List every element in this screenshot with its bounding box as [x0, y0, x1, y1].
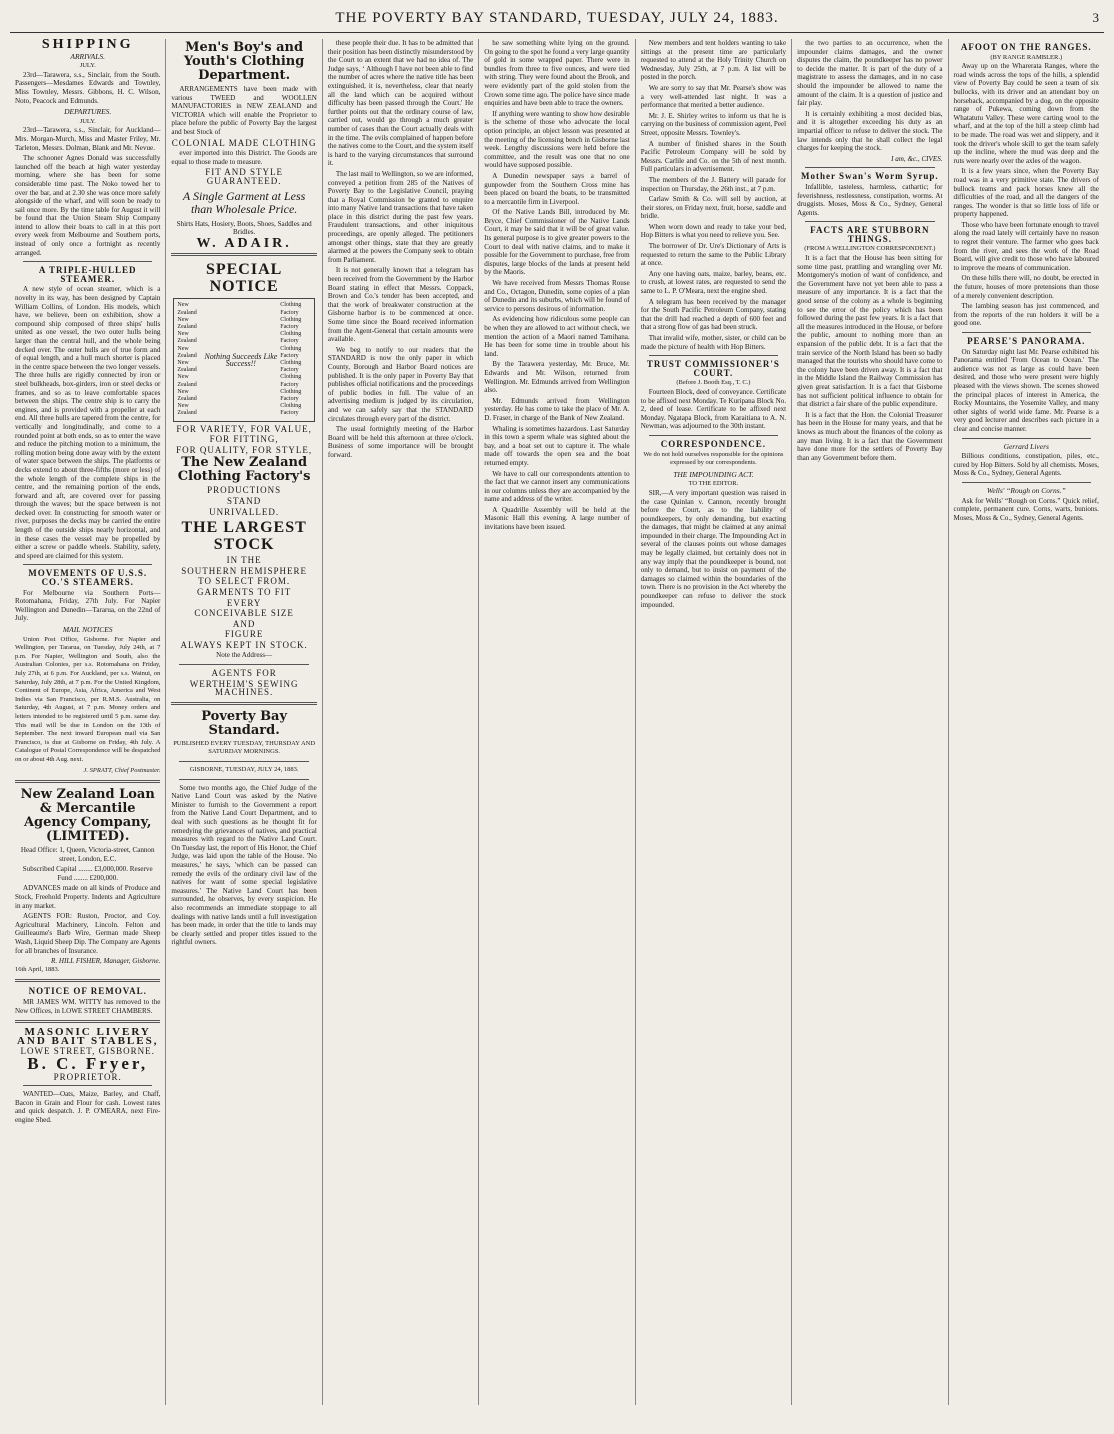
corns-heading: Wells' “Rough on Corns.” [986, 485, 1066, 495]
divider [179, 779, 308, 780]
loan-agents: AGENTS FOR: Ruston, Proctor, and Coy. Agricultural Machinery, Lincoln. Felton and Guilleaume's Barb Wire, German made Sheep Wash, Liquid Sheep Dip. The Company are Agents for all branches of Insurance. [15, 912, 161, 955]
departures-text: 23rd—Tarawera, s.s., Sinclair, for Auckland—Mrs. Morgan-Murch, Miss and Master Friley, Mr. Tarleton, Messrs. Dolman, Blank and Mr. Nevue. [15, 126, 161, 152]
fryer-name: B. C. Fryer, [27, 1053, 149, 1073]
paragraph: The members of the J. Battery will parade for inspection on Thursday, the 26th inst., at 7 p.m. [640, 175, 787, 193]
paragraph: he saw something white lying on the ground. On going to the spot he found a very large quantity of gold in some wrapped paper. There were in bundles from three to five ounces, and were tied with string. They were found about the Brook, and were evidently part of the gold stolen from the Crown some time ago. The police have since made enquiries and have been able to trace the owners. [484, 39, 630, 108]
divider [23, 1085, 152, 1086]
divider [962, 438, 1091, 439]
factory-line: Clothing Factory [280, 403, 302, 417]
movements-heading: MOVEMENTS OF U.S.S. CO.'S STEAMERS. [28, 568, 148, 588]
loan-advances: ADVANCES made on all kinds of Produce and Stock, Freehold Property. Indents and Agriculture in any market. [15, 884, 161, 910]
paragraph: A Dunedin newspaper says a barrel of gunpowder from the Southern Cross mine has been placed on board the boats, to be transmitted to a mercantile firm in Liverpool. [484, 171, 630, 206]
factory-line: New Zealand [177, 331, 197, 345]
column-3 [323, 39, 479, 1405]
masthead-title: THE POVERTY BAY STANDARD, TUESDAY, JULY 24, 1883. [335, 10, 779, 26]
factory-line: Clothing Factory [280, 316, 302, 330]
afoot-sub: (BY RANGE RAMBLER.) [990, 53, 1063, 61]
column-5 [636, 39, 792, 1405]
variety-line: FOR VARIETY, FOR VALUE, [176, 423, 312, 434]
divider [171, 702, 316, 705]
paragraph: When worn down and ready to take your bed, Hop Bitters is what you need to relieve you. See. [640, 222, 787, 240]
facts-sub: (FROM A WELLINGTON CORRESPONDENT.) [804, 245, 936, 253]
special-notice: SPECIAL NOTICE [205, 261, 283, 296]
facts-heading: FACTS ARE STUBBORN THINGS. [810, 225, 930, 244]
dateline: GISBORNE, TUESDAY, JULY 24, 1883. [189, 766, 299, 774]
divider [962, 332, 1091, 333]
factory-line: Clothing Factory [280, 374, 302, 388]
masthead [10, 10, 1104, 33]
divider [15, 979, 160, 982]
hemisphere: SOUTHERN HEMISPHERE [181, 565, 308, 576]
movements-text: For Melbourne via Southern Ports—Rotomahana, Friday, 27th July. For Napier Wellington and Dunedin—Tararua, on the 22nd of July. [15, 588, 161, 623]
quality-line: FOR QUALITY, FOR STYLE, [176, 444, 313, 455]
agents-label: AGENTS FOR [211, 668, 277, 679]
goods-list: Shirts Hats, Hosiery, Boots, Shoes, Saddles and Bridles. [176, 219, 312, 237]
shipping-news: The schooner Agnes Donald was successfully launched off the beach at high water yesterday morning, where she has been for some considerable time past. The Noko towed her to over the bar, and at 2.30 she was once more safely alongside of the wharf, and will soon be ready to sail once more. By the time table for August it will be found that the Union Steam Ship Company intend to allow their boats to call in at this port every week from Melbourne and Southern ports, instead of only once a fortnight as recently arranged. [15, 154, 161, 257]
livery-heading: MASONIC LIVERY AND BAIT STABLES, [16, 1026, 159, 1047]
stand: STAND [226, 495, 262, 506]
page-number: 3 [1092, 10, 1100, 25]
newspaper-page [10, 10, 1104, 1410]
livery-street: LOWE STREET, GISBORNE. [20, 1046, 155, 1057]
panorama-heading: PEARSE'S PANORAMA. [967, 336, 1086, 346]
factory-line: Clothing Factory [280, 345, 302, 359]
address-note: Note the Address— [216, 651, 273, 660]
always: ALWAYS KEPT IN STOCK. [180, 639, 308, 650]
productions: PRODUCTIONS [207, 485, 282, 496]
facts-text: It is a fact that the House has been sitting for some time past, prattling and wrangling over Mr. Montgomery's motion of want of confidence, and the Government have not yet been able to pass a measure of any importance. It is a fact that the good sense of the colony as a whole is beginning to see the error of the policy which has been followed during the past few years. It is a fact that all the measures introduced in the House, or before the public, amount to nothing more than an expansion of the public debt. It is a fact that the train service of the North Island has been so badly managed that the tourists who should have come to the colony have been driven away. It is a fact that in the Middle Island the Railway Commission has given great satisfaction. It is a fact that Gisborne has not sufficient political influence to obtain for that district a fair share of the public expenditure. [797, 254, 943, 409]
figure: FIGURE [224, 629, 264, 640]
paragraph: The usual fortnightly meeting of the Harbor Board will be held this afternoon at three o'clock. Business of some importance will be brought forward. [327, 425, 474, 459]
divider [649, 355, 778, 356]
in-the: IN THE [226, 555, 262, 566]
divider [962, 482, 1091, 483]
select: TO SELECT FROM. [198, 576, 291, 587]
factory-line: New Zealand [177, 316, 197, 330]
steamer-text: A new style of ocean steamer, which is a novelty in its way, has been designed by Captain William Collins, of London. His models, which have, we believe, been on exhibition, show a compound ship composed of three ships' hulls united as one vessel, the two outer hulls being larger than the central hull, and the whole being decked over. The outer hulls are of true form and of equal length, and a hull much shorter is placed in the centre space between the two longer vessels. The three hulls are rigidly connected by iron or steel bulkheads, box-girders, iron or steel decks or frames, and so as to leave comfortable spaces between the ships. The centre ship is to carry the engines, and is provided with a propeller at each end. All three hulls are tapered from the centre, for vertically and longitudinally, and come to a rounded point at both ends, so as to enter the wave and reduce the pitching motion to a minimum, the rolling motion being done away with by the extent of water space between the ships. The platforms or decks extend to about three-fifths (more or less) of the whole length of the complete ships in the centre, and the remaining portion of the ends, forward and aft, are covered over for passing through the waves; but the space between is not decked over. In constructing for smooth water or river, purposes the decks may be carried the entire length of the outside ships nearly horizontal, and in these cases the vessel may be propelled by either a screw or paddle wheels. Stability, safety, and speed are claimed for this system. [15, 285, 161, 560]
letter-signature: I am, &c., CIVES. [891, 154, 943, 163]
paragraph: The last mail to Wellington, so we are informed, conveyed a petition from 285 of the Natives of Poverty Bay to the Legislative Council, praying that a Royal Commission be granted to enquire into many Native land transactions that have taken place in this district during the past few years. Fraudulent transactions, and other iniquitous proceedings, are openly alleged. The petitioners amongst other things, state that they are greatly alarmed at the powers the Company seek to obtain from Parliament. [327, 169, 474, 264]
loan-office: Head Office: 1, Queen, Victoria-street, Cannon street, London, E.C. [20, 846, 155, 863]
factory-line: New Zealand [177, 345, 197, 359]
fitting-line: FOR FITTING, [209, 434, 279, 445]
divider [179, 761, 308, 762]
paragraph: The lambing season has just commenced, and from the reports of the run holders it will be a good one. [953, 302, 1099, 328]
paragraph: We are sorry to say that Mr. Pearse's show was a very well-attended last night. It was a performance that merited a better audience. [640, 83, 787, 110]
paragraph: Any one having oats, maize, barley, beans, etc. to crush, at lowest rates, are requested to send the same to L. P. O'Meara, next the engine shed. [640, 269, 787, 296]
column-2 [166, 39, 322, 1405]
factory-line: Clothing Factory [280, 359, 302, 374]
clothing-intro-2: ever imported into this District. The Goods are equal to those made to measure. [171, 149, 317, 166]
paragraph: It is not generally known that a telegram has been received from the Government by the Harbor Board stating in effect that Messrs. Coppack, Brown and Co.'s tender has been accepted, and that the work of breakwater construction at the Gisborne harbor is to be commenced at once. Some time since the Board received information from the Agent-General that certain amounts were available. [327, 266, 474, 344]
correspondence-note: We do not hold ourselves responsible for the opinions expressed by our correspondents. [643, 450, 784, 467]
removal-text: MR JAMES WM. WITTY has removed to the New Offices, in LOWE STREET CHAMBERS. [15, 998, 161, 1015]
factory-line: Clothing Factory [280, 331, 302, 345]
arrivals-text: 23rd—Tarawera, s.s., Sinclair, from the South. Passengers—Mesdames Edwards and Townley, Miss Townley, Messrs. Gibbons, H. C. Wilson, Noto, Peacock and Edmunds. [15, 70, 161, 105]
factory-line: New Zealand [177, 302, 197, 316]
livers-text: Billious conditions, constipation, piles, etc., cured by Hop Bitters. Sold by all chemists. Moses, Moss & Co., Sydney, General Agents. [953, 452, 1099, 478]
adair-name: W. ADAIR. [196, 235, 292, 251]
fryer-role: PROPRIETOR. [53, 1071, 122, 1082]
loan-capital: Subscribed Capital ........ £3,000,000. Reserve Fund ........ £200,000. [22, 865, 153, 882]
mail-text: Union Post Office, Gisborne. For Napier and Wellington, per Tararua, on Tuesday, July 24th, at 7 p.m. For Napier, Wellington and South, also the Australian Colonies, per s.s. Rotomahana on Friday, July 27th, at 6 p.m. For Auckland, per s.s. Wainui, on Saturday, July 28th, at 7 p.m. For the United Kingdom, Continent of Europe, Asia, Africa, America and West Indies via San Francisco, per R.M.S. Australia, on Saturday, 4th August, at 7 p.m. Money orders and letters intended to be registered until 5 p.m. same day. This mail will be due in London on the 13th of September. The next inward European mail via San Francisco, is due at Gisborne on Friday, 4th July. A Catalogue of Postal Correspondence will be despatched on or about 4th Aug. next. [15, 635, 161, 763]
divider [805, 221, 934, 222]
paragraph: A telegram has been received by the manager for the South Pacific Petroleum Company, stating that the drill had reached a depth of 600 feet and that a strong flow of gas had been struck. [640, 297, 787, 332]
factory-line: New Zealand [177, 359, 197, 374]
trust-sub: (Before J. Booth Esq., T. C.) [676, 379, 751, 387]
factory-line: Clothing Factory [280, 302, 302, 316]
paragraph: the two parties to an occurrence, when the impounder claims damages, and the owner disputes the claim, the poundkeeper has no power to decide the matter. It is part of the duty of a magistrate to assess the damages, and in no case should the impounder be allowed to name the amount of the claim. It is a question of justice and fair play. [797, 39, 943, 108]
clothing-intro: ARRANGEMENTS have been made with various TWEED and WOOLLEN MANUFACTORIES in NEW ZEALAND and VICTORIA which will enable the Proprietor to place before the public of Poverty Bay the largest and best Stock of [171, 85, 317, 136]
largest-stock: THE LARGEST STOCK [181, 519, 307, 554]
divider [23, 564, 152, 565]
paragraph: As evidencing how ridiculous some people can be when they are allowed to act without check, we mention the action of a Maori named Tamihana. He has been for some time in trouble about his land. [484, 315, 630, 358]
trust-heading: TRUST COMMISSIONER'S COURT. [646, 359, 780, 378]
paragraph: Those who have been fortunate enough to travel along the road lately will certainly have no reason to regret their venture. The farmer who goes back from the river, and sees the work of the Road Board, will give credit to those who have laboured to improve the means of communication. [953, 220, 1099, 272]
column-7 [949, 39, 1104, 1405]
column-6 [792, 39, 948, 1405]
removal-heading: NOTICE OF REMOVAL. [28, 986, 147, 997]
livers-heading: Gerrard Livers [1003, 441, 1049, 451]
facts-text-2: It is a fact that the Hon. the Colonial Treasurer has been in the House for many years, and that he knows as much about the finances of the colony as any man living. It is a fact that the Government have done more for the settlers of Poverty Bay than any Government before them. [797, 410, 943, 462]
correspondence-heading: CORRESPONDENCE. [660, 438, 767, 449]
paragraph: Of the Native Lands Bill, introduced by Mr. Bryce, Chief Commissioner of the Native Lands Court, it may be said that it will be of great value. Its general purpose is to give greater powers to the Court to deal with native claims, and to make it possible for the Government to purchase, free from disputes, large blocks of the lands at present held by the Maoris. [484, 208, 630, 277]
mail-signature: J. SPRATT, Chief Postmaster. [83, 766, 161, 774]
leader-article: Some two months ago, the Chief Judge of the Native Land Court was asked by the Native Minister to furnish to the Government a report from the Native Land Court Department, and to deal with such questions as he thought fit for remedying the grievances of natives, and practical measures with regard to the Native Land Court. On Tuesday last, the report of His Honor, the Chief Judge, was laid upon the table of the House. 'No measures,' he says, 'which can be passed can remedy the evils of the ordinary civil law of the natives for want of some special legislative measures.' The Native Land Court has been surrounded, he observes, by every suspicion. He also recommends an immediate stoppage to all dealings with native lands until a full investigation has been made, in order that the title to lands may be clearly settled and proper titles issued to the rightful owners. [171, 783, 317, 947]
factory-line: Clothing Factory [280, 388, 302, 402]
fit-guarantee: FIT AND STYLE GUARANTEED. [205, 167, 284, 186]
departures-month: JULY. [79, 117, 96, 125]
factory-right [280, 302, 311, 417]
colonial-heading: COLONIAL MADE CLOTHING [171, 137, 317, 148]
paragraph: A Quadrille Assembly will be held at the Masonic Hall this evening. A large number of invitations have been issued. [484, 505, 630, 532]
wertheim: WERTHEIM'S SEWING MACHINES. [189, 678, 299, 698]
factory-left [177, 302, 201, 417]
slogan: A Single Garment at Less than Wholesale Price. [182, 188, 306, 216]
panorama-text: On Saturday night last Mr. Pearse exhibited his Panorama entitled 'From Ocean to Ocean.' The audience was not as large as could have been desired, and those who were present were highly pleased with the views shown. The scenes showed the principal places of interest in America, the Rocky Mountains, the Yosemite Valley, and many other sights of world wide fame. Mr. Pearse is a very good lecturer and describes each picture in a clear and concise manner. [953, 347, 1099, 433]
divider [805, 167, 934, 168]
paragraph: It is a few years since, when the Poverty Bay road was in a very primitive state. The drivers of bullock teams and pack horses knew all the difficulties of the road, and all the dangers of the ranges. The wonder is that so little loss of life or property happened. [953, 167, 1099, 219]
trust-text: Fourteen Block, deed of conveyance. Certificate to be affixed next Monday. Te Kuripana Block No. 2, deed of lease. Certificate to be affixed next Monday. Ngatapa Block, from Karaitiana to A. N. Newman, was adjourned to the 30th instant. [640, 387, 787, 431]
shipping-heading: SHIPPING [41, 39, 134, 52]
nz-factory-title: The New Zealand Clothing Factory's [177, 455, 311, 485]
wanted-text: WANTED—Oats, Maize, Barley, and Chaff, Bacon in Grain and Flour for cash. Lowest rates and quick despatch. J. P. O'MEARA, next Fire-engine Shed. [15, 1090, 161, 1124]
unrivalled: UNRIVALLED. [209, 506, 280, 517]
paragraph: We have received from Messrs Thomas Rouse and Co., Octagon, Dunedin, some copies of a plan of Dunedin and its suburbs, which will be found of service to persons desirous of information. [484, 279, 630, 313]
loan-company-heading: New Zealand Loan & Mercantile Agency Company, (LIMITED). [20, 787, 155, 845]
paragraph: New members and tent holders wanting to take sittings at the present time are particularly requested to attend at the Holy Trinity Church on Wednesday, July 25th, at 7 p.m. A list will be posted in the porch. [640, 39, 787, 82]
paragraph: Carlaw Smith & Co. will sell by auction, at their stores, on Friday next, fruit, horse, saddle and bridle. [640, 195, 787, 221]
paragraph: Mr. Edmunds arrived from Wellington yesterday. He has come to take the place of Mr. A. D. Fraser, in charge of the Bank of New Zealand. [484, 396, 630, 422]
paragraph: It is certainly exhibiting a most decided bias, and it is altogether exceeding his duty as an impartial officer to refuse to deliver the stock. The law intends only that he shall collect the legal charges for keeping the stock. [797, 109, 943, 153]
divider [23, 261, 152, 262]
columns [10, 39, 1104, 1405]
garments: GARMENTS TO FIT [197, 586, 292, 597]
departures-heading: DEPARTURES. [64, 107, 112, 117]
divider [15, 1020, 160, 1023]
paragraph: On these hills there will, no doubt, be erected in the future, houses of more pretensions than those of a merely convenient description. [953, 274, 1099, 300]
paragraph: We have to call our correspondents attention to the fact that we cannot insert any communications in our columns unless they are accompanied by the name and address of the writer. [484, 469, 630, 504]
factory-line: New Zealand [177, 388, 197, 402]
paragraph: That invalid wife, mother, sister, or child can be made the picture of health with Hop Bitters. [640, 334, 787, 351]
paragraph: A number of finished shares in the South Pacific Petroleum Company will be sold by Messrs. Carlile and Co. on the 5th of next month. Full particulars in advertisement. [640, 139, 787, 174]
corns-text: Ask for Wells' “Rough on Corns.” Quick relief, complete, permanent cure. Corns, warts, bunions. Moses, Moss & Co., Sydney, General Agents. [953, 496, 1099, 522]
column-1 [10, 39, 166, 1405]
factory-list [177, 302, 310, 417]
clothing-heading: Men's Boy's and Youth's Clothing Department. [183, 40, 305, 83]
paragraph: We beg to notify to our readers that the STANDARD is now the only paper in which County, Borough and Harbor Board notices are published. It is the only paper in Poverty Bay that publishes official notifications and the proceedings of public bodies in full. The value of an advertising medium is judged by its circulation, and we can safely say that the STANDARD circulates through every part of the district. [327, 345, 474, 423]
loan-date: 16th April, 1883. [15, 965, 60, 973]
paragraph: By the Tarawera yesterday, Mr. Bruce, Mr. Edwards and Mr. Wilson, returned from Wellington. Mr. Edmunds arrived from Wellington also. [484, 360, 630, 395]
afoot-heading: AFOOT ON THE RANGES. [960, 42, 1092, 52]
divider [15, 780, 160, 783]
divider [179, 664, 308, 665]
published-line: PUBLISHED EVERY TUESDAY, THURSDAY AND SATURDAY MORNINGS. [173, 739, 316, 756]
worm-syrup-heading: Mother Swan's Worm Syrup. [800, 171, 939, 182]
standard-title: Poverty Bay Standard. [201, 708, 288, 738]
every: EVERY [226, 597, 262, 608]
and: AND [232, 618, 256, 629]
paragraph: If anything were wanting to show how desirable is the scheme of those who advocate the local option principle, an object lesson was presented at the meeting of the licensing bench in Gisborne last week. Lengthy discussions were held before the committee, and the result was one that no one would have supposed possible. [484, 109, 630, 170]
paragraph: Away up on the Wharerata Ranges, where the road winds across the tops of the hills, a splendid view of Poverty Bay could be seen a team of six bullocks, with its driver and an attendant boy on horseback, accompanied by a dog, on the opposite range of Pukewa, coming down from the Whatatutu Valley. These were carting wool to the wharf, and at the top of the hill a steep climb had to be made. The road was wet and slippery, and it took the driver's whole skill to get the team safely up the incline, where the mud was deep and the ruts were nearly over the axles of the wagon. [953, 62, 1099, 165]
paragraph: Whaling is sometimes hazardous. Last Saturday in this town a sperm whale was sighted about the bay, and a boat set out to capture it. The whale made off towards the open sea and the boat returned empty. [484, 424, 630, 467]
impound-heading: THE IMPOUNDING ACT. [673, 469, 754, 479]
paragraph: The borrower of Dr. Ure's Dictionary of Arts is requested to return the same to the Public Library at once. [640, 242, 787, 268]
mail-heading: MAIL NOTICES [62, 625, 113, 634]
paragraph: Mr. J. E. Shirley writes to inform us that he is carrying on the business of commission agent, Peel Street, opposite Messrs. Townley's. [640, 111, 787, 137]
steamer-heading: A TRIPLE-HULLED STEAMER. [38, 265, 137, 284]
factory-line: New Zealand [177, 403, 197, 417]
impound-text: SIR,—A very important question was raised in the case Quinlan v. Cannon, recently brought before the Court, as to the liability of poundkeepers, by only demanding, but exacting the damages, that might be claimed at any animal impounded in their charge. The Impounding Act in several of the clauses points out whose damages may be legally claimed, but certainly does not in any way imply that the poundkeeper is bound, not only to demand, but to insist on payment of the damages so claimed within the boundaries of the town. There is no provision in the Act whereby the poundkeeper can refuse to deliver the stock impounded. [640, 488, 787, 609]
size: CONCEIVABLE SIZE [194, 608, 294, 619]
arrivals-heading: ARRIVALS. [70, 51, 106, 61]
factory-box [173, 298, 314, 421]
column-4 [479, 39, 635, 1405]
divider [649, 435, 778, 436]
loan-manager: R. HILL FISHER, Manager, Gisborne. [50, 957, 161, 966]
divider [171, 253, 316, 256]
worm-syrup-text: Infallible, tasteless, harmless, cathartic; for feverishness, restlessness, constipation, worms. At druggists. Moses, Moss & Co., Sydney, General Agents. [797, 182, 943, 217]
nothing-succeeds: Nothing Succeeds Like Success!! [204, 351, 278, 368]
arrivals-month: JULY. [79, 62, 96, 70]
paragraph: these people their due. It has to be admitted that their position has been distinctly misunderstood by the Court to an extent that we had no idea of. The Judge says, ‘ Although I have not been able to find the number of acres where the native title has been extinguished, it is, nevertheless, clear that nearly all the land which can be acquired without difficulty has been passed through the Court.' He further points out that the ordinary course of law, carried out, would go through a much greater number of cases than the Court actually deals with in the time. The evils complained of happen before the natives come to the Court, and the system itself is hard to the varying circumstances that surround it. [327, 39, 474, 168]
impound-to: TO THE EDITOR. [688, 480, 739, 488]
factory-line: New Zealand [177, 374, 197, 388]
